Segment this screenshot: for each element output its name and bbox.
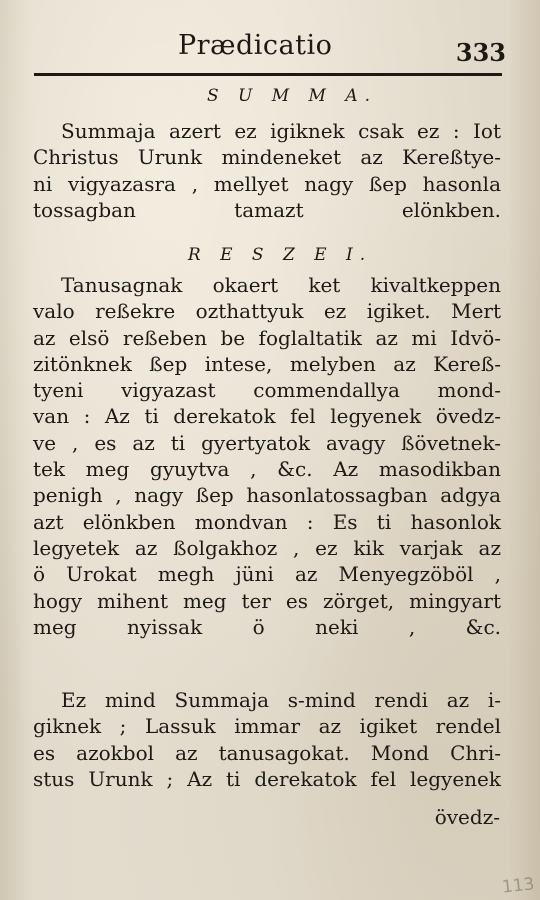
page-header [36, 26, 506, 72]
header-rule [34, 73, 502, 76]
text-line: tyeni vigyazast commendallya mond- [33, 378, 501, 403]
text-line: ö Urokat megh jüni az Menyegzöböl , [33, 562, 501, 587]
text-line: giknek ; Lassuk immar az igiket rendel [33, 714, 501, 739]
summa-paragraph [33, 118, 501, 223]
text-line: stus Urunk ; Az ti derekatok fel legyenek [33, 766, 501, 791]
closing-paragraph [33, 687, 501, 792]
text-line: van : Az ti derekatok fel legyenek övedz- [33, 404, 501, 429]
catchword: övedz- [434, 805, 500, 829]
handwritten-shelfmark: 113 [500, 874, 535, 898]
text-line: valo reßekre ozthattyuk ez igiket. Mert [33, 299, 501, 324]
text-line: ve , es az ti gyertyatok avagy ßövetnek- [33, 430, 501, 455]
running-title: Prædicatio [178, 30, 333, 61]
text-line: penigh , nagy ßep hasonlatossagban adgya [33, 483, 501, 508]
text-line: Christus Urunk mindeneket az Kereßtye- [33, 145, 501, 170]
text-line: Summaja azert ez igiknek csak ez : Iot [61, 119, 501, 143]
text-line: Tanusagnak okaert ket kivaltkeppen [61, 273, 501, 297]
text-line: ni vigyazasra , mellyet nagy ßep hasonla [33, 171, 501, 196]
text-line: zitönknek ßep intese, melyben az Kereß- [33, 351, 501, 376]
text-line: tek meg gyuytva , &c. Az masodikban [33, 457, 501, 482]
summa-heading: S U M M A. [206, 86, 378, 106]
text-line: Ez mind Summaja s-mind rendi az i- [61, 688, 501, 712]
text-line: meg nyissak ö neki , &c. [33, 614, 501, 639]
reszei-heading: R E S Z E I. [187, 245, 373, 265]
page-number: 333 [455, 38, 506, 67]
text-line: azt elönkben mondvan : Es ti hasonlok [33, 509, 501, 534]
text-line: tossagban tamazt elönkben. [33, 197, 501, 222]
text-line: hogy mihent meg ter es zörget, mingyart [33, 588, 501, 613]
text-line: es azokbol az tanusagokat. Mond Chri- [33, 740, 501, 765]
text-line: az elsö reßeben be foglaltatik az mi Idvö- [33, 325, 501, 350]
reszei-paragraph [33, 272, 501, 640]
text-line: legyetek az ßolgakhoz , ez kik varjak az [33, 535, 501, 560]
